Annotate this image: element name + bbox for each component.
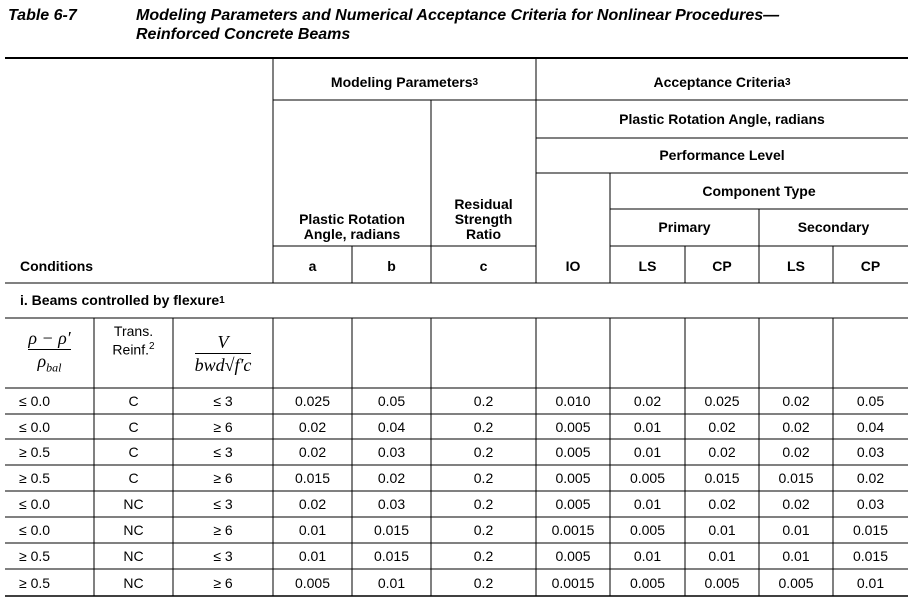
cell-param-b: 0.05 [377,393,406,409]
cell-ls-primary: 0.01 [633,444,662,460]
cell-rho-condition: ≥ 0.5 [19,548,51,564]
cell-cp-primary: 0.01 [708,522,736,538]
cell-ls-primary: 0.005 [629,470,666,486]
cell-param-a: 0.01 [298,548,327,564]
cell-rho-condition: ≥ 0.5 [19,470,51,486]
header-residual-strength-ratio: Residual Strength Ratio [454,196,513,242]
table-number: Table 6-7 [8,7,77,24]
cell-param-c: 0.2 [473,418,494,435]
cell-ls-primary: 0.005 [629,522,666,538]
cell-ls-secondary: 0.01 [782,522,810,538]
cell-ls-secondary: 0.02 [782,418,810,435]
cell-cp-secondary: 0.01 [856,574,885,591]
cell-param-c: 0.2 [473,574,494,591]
cell-param-b: 0.02 [377,470,406,486]
cell-cp-secondary: 0.03 [856,444,885,460]
header-secondary: Secondary [797,219,870,235]
cell-cp-primary: 0.01 [708,548,736,564]
cell-trans-reinf: NC [123,548,144,564]
cell-param-a: 0.005 [294,574,331,591]
cell-cp-primary: 0.02 [708,496,736,512]
cell-rho-condition: ≤ 0.0 [19,522,51,538]
cell-param-a: 0.02 [298,418,327,435]
cell-param-c: 0.2 [473,393,494,409]
cell-ls-secondary: 0.02 [782,393,810,409]
cell-param-b: 0.04 [377,418,406,435]
header-col-cp-primary: CP [712,258,732,274]
cell-param-a: 0.02 [298,444,327,460]
cell-shear-ratio: ≤ 3 [213,496,233,512]
header-plastic-rotation-modeling: Plastic Rotation Angle, radians [299,211,405,242]
cell-param-a: 0.015 [294,470,331,486]
cell-cp-secondary: 0.05 [856,393,885,409]
subheader-shear-fraction: $\frac{V}{\text{bwd√f′c}}$ [194,331,252,375]
cell-param-b: 0.01 [377,574,406,591]
cell-trans-reinf: NC [123,496,144,512]
cell-cp-secondary: 0.015 [852,548,889,564]
header-acceptance-criteria: Acceptance Criteria 3 [653,74,791,90]
cell-io: 0.005 [555,418,591,435]
cell-rho-condition: ≤ 0.0 [19,418,51,435]
header-conditions: Conditions [20,258,94,274]
cell-param-c: 0.2 [473,470,494,486]
cell-trans-reinf: C [128,418,139,435]
cell-ls-primary: 0.02 [633,393,662,409]
cell-param-c: 0.2 [473,496,494,512]
cell-cp-primary: 0.025 [704,393,740,409]
cell-trans-reinf: NC [123,522,144,538]
cell-cp-primary: 0.005 [704,574,740,591]
cell-rho-condition: ≥ 0.5 [19,444,51,460]
cell-trans-reinf: C [128,470,139,486]
cell-trans-reinf: NC [123,574,144,591]
cell-param-c: 0.2 [473,522,494,538]
cell-io: 0.010 [555,393,591,409]
cell-ls-secondary: 0.015 [778,470,814,486]
cell-cp-secondary: 0.015 [852,522,889,538]
cell-io: 0.005 [555,470,591,486]
cell-shear-ratio: ≥ 6 [213,522,233,538]
header-col-c: c [479,258,488,274]
cell-ls-primary: 0.005 [629,574,666,591]
cell-param-c: 0.2 [473,444,494,460]
header-primary: Primary [658,219,711,235]
cell-shear-ratio: ≥ 6 [213,470,233,486]
header-col-ls-secondary: LS [787,258,805,274]
header-col-a: a [308,258,317,274]
header-plastic-rotation-acceptance: Plastic Rotation Angle, radians [619,110,825,127]
header-col-cp-secondary: CP [860,258,881,274]
cell-ls-secondary: 0.01 [782,548,810,564]
cell-ls-secondary: 0.02 [782,444,810,460]
header-performance-level: Performance Level [659,147,785,163]
cell-ls-primary: 0.01 [633,548,662,564]
cell-param-b: 0.015 [373,522,410,538]
cell-ls-primary: 0.01 [633,496,662,512]
cell-cp-secondary: 0.03 [856,496,885,512]
cell-io: 0.0015 [551,522,595,538]
cell-cp-primary: 0.02 [708,444,736,460]
table-caption-line1: Modeling Parameters and Numerical Acceptance Criteria for Nonlinear Procedures— [136,7,780,24]
cell-shear-ratio: ≤ 3 [213,393,233,409]
cell-param-b: 0.03 [377,496,406,512]
cell-param-a: 0.025 [294,393,331,409]
cell-rho-condition: ≤ 0.0 [19,393,51,409]
header-component-type: Component Type [702,182,816,199]
header-col-b: b [387,258,396,274]
table-caption-line2: Reinforced Concrete Beams [136,26,351,43]
subheader-trans-reinf: Trans. Reinf.$^2$ [112,323,155,358]
cell-ls-secondary: 0.005 [778,574,814,591]
header-col-io: IO [565,258,581,274]
cell-shear-ratio: ≤ 3 [213,548,233,564]
cell-cp-primary: 0.015 [704,470,740,486]
header-col-ls-primary: LS [638,258,657,274]
cell-param-b: 0.015 [373,548,410,564]
cell-param-a: 0.02 [298,496,327,512]
cell-shear-ratio: ≤ 3 [213,444,233,460]
cell-param-a: 0.01 [298,522,327,538]
cell-param-c: 0.2 [473,548,494,564]
cell-shear-ratio: ≥ 6 [213,574,233,591]
cell-io: 0.005 [555,444,591,460]
cell-cp-secondary: 0.02 [856,470,885,486]
cell-io: 0.005 [555,548,591,564]
cell-io: 0.0015 [551,574,595,591]
cell-shear-ratio: ≥ 6 [213,418,233,435]
cell-rho-condition: ≥ 0.5 [19,574,51,591]
cell-rho-condition: ≤ 0.0 [19,496,51,512]
cell-ls-secondary: 0.02 [782,496,810,512]
cell-ls-primary: 0.01 [633,418,662,435]
cell-trans-reinf: C [128,393,139,409]
cell-trans-reinf: C [128,444,139,460]
section-label-flexure: i. Beams controlled by flexure 1 [20,292,225,308]
cell-cp-secondary: 0.04 [856,418,885,435]
header-modeling-parameters: Modeling Parameters 3 [330,74,479,90]
subheader-rho-fraction: $\frac{\rho - \rho'}{\rho_{bal}}$ [28,328,71,375]
cell-cp-primary: 0.02 [708,418,736,435]
cell-param-b: 0.03 [377,444,406,460]
cell-io: 0.005 [555,496,591,512]
